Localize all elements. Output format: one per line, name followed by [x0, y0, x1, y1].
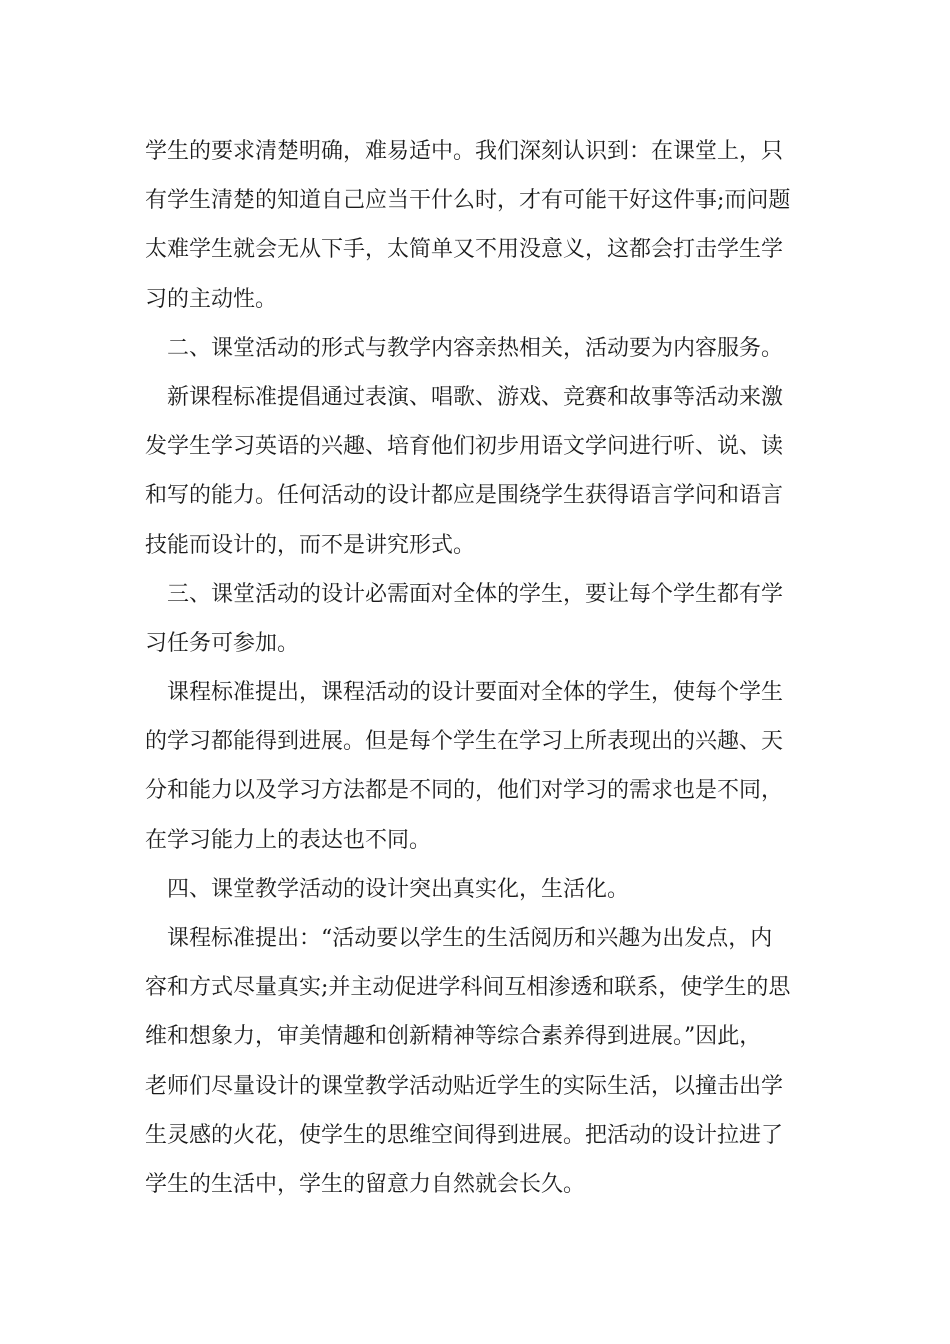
text-line: 技能而设计的，而不是讲究形式。 [145, 532, 476, 558]
text-line: 发学生学习英语的兴趣、培育他们初步用语文学问进行听、说、读 [145, 434, 784, 460]
text-line: 的学习都能得到进展。但是每个学生在学习上所表现出的兴趣、天 [145, 729, 784, 755]
section-heading-continued: 习任务可参加。 [145, 630, 300, 656]
text-line: 学生的要求清楚明确，难易适中。我们深刻认识到：在课堂上，只 [145, 139, 784, 164]
section-heading: 二、课堂活动的形式与教学内容亲热相关，活动要为内容服务。 [167, 335, 784, 361]
text-line: 分和能力以及学习方法都是不同的，他们对学习的需求也是不同， [145, 778, 784, 804]
section-heading: 三、课堂活动的设计必需面对全体的学生，要让每个学生都有学 [167, 581, 784, 607]
text-line: 在学习能力上的表达也不同。 [145, 827, 432, 853]
text-line: 课程标准提出，课程活动的设计要面对全体的学生，使每个学生 [167, 680, 784, 706]
text-line: 老师们尽量设计的课堂教学活动贴近学生的实际生活，以撞击出学 [145, 1073, 784, 1099]
text-line: 有学生清楚的知道自己应当干什么时，才有可能干好这件事;而问题 [145, 188, 791, 214]
section-heading: 四、课堂教学活动的设计突出真实化，生活化。 [167, 876, 630, 902]
text-line: 太难学生就会无从下手，太简单又不用没意义，这都会打击学生学 [145, 237, 784, 263]
body-text [145, 127, 810, 1209]
text-line: 容和方式尽量真实;并主动促进学科间互相渗透和联系，使学生的思 [145, 975, 791, 1001]
text-line: 学生的生活中，学生的留意力自然就会长久。 [145, 1171, 586, 1197]
text-line: 习的主动性。 [145, 286, 278, 312]
text-line: 课程标准提出：“活动要以学生的生活阅历和兴趣为出发点，内 [167, 926, 773, 951]
text-line: 生灵感的火花，使学生的思维空间得到进展。把活动的设计拉进了 [145, 1122, 784, 1148]
text-line: 和写的能力。任何活动的设计都应是围绕学生获得语言学问和语言 [145, 483, 784, 509]
text-line: 维和想象力，审美情趣和创新精神等综合素养得到进展。”因此， [145, 1024, 762, 1050]
text-line: 新课程标准提倡通过表演、唱歌、游戏、竞赛和故事等活动来激 [167, 384, 784, 410]
